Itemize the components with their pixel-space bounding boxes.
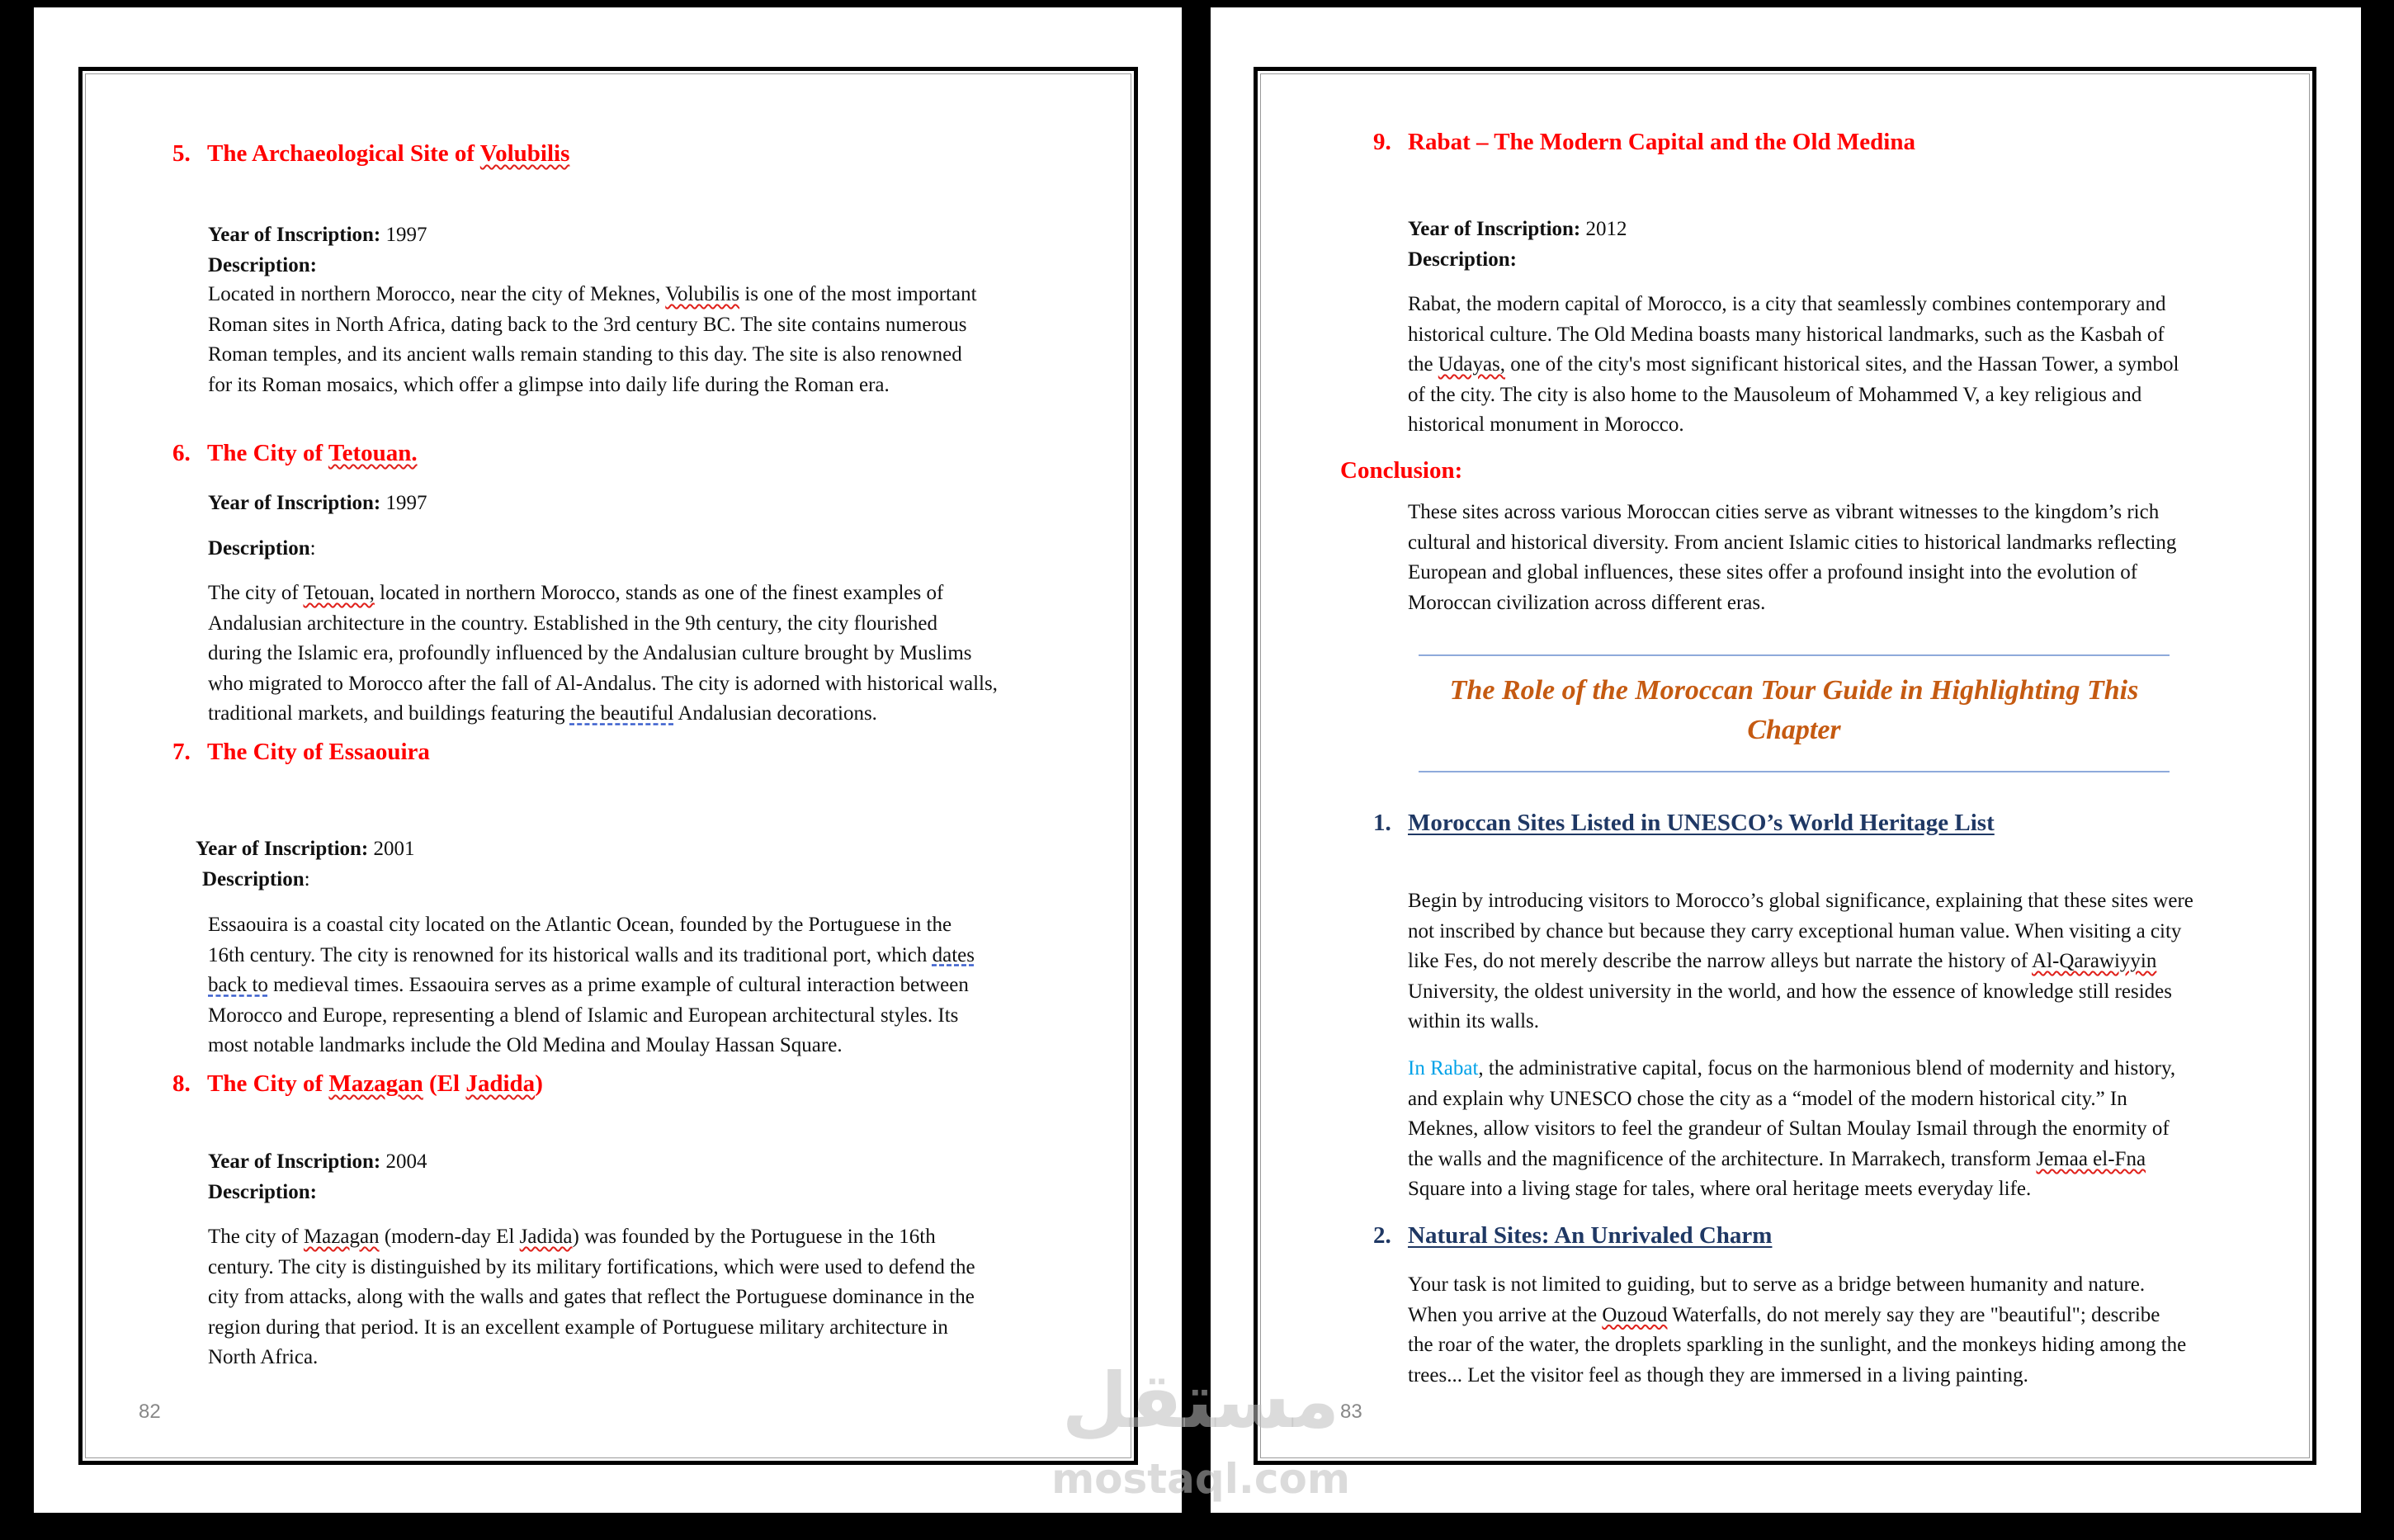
paragraph-rabat: Rabat, the modern capital of Morocco, is a city that seamlessly combines contemporary and historical culture. The Old Medina boasts many historical landmarks, such as the Kasbah of the Udayas, one of the city's most significant historical sites, and the Hassan Tower, a symbol of the city. The city is also home to the Mausoleum of Mohammed V, a key religious and historical monument in Morocco. xyxy=(1408,293,2179,437)
desc-label-volubilis: Description: xyxy=(208,254,317,276)
page-number-right: 83 xyxy=(1340,1401,1362,1423)
heading-volubilis: 5. The Archaeological Site of Volubilis xyxy=(172,140,570,167)
watermark-logo-latin: mostaql.com xyxy=(1051,1455,1350,1503)
watermark-logo-arabic: مستقل xyxy=(1061,1357,1340,1445)
desc-label-rabat: Description: xyxy=(1408,248,1517,271)
in-rabat-link[interactable]: In Rabat xyxy=(1408,1057,1479,1079)
heading-mazagan: 8. The City of Mazagan (El Jadida) xyxy=(172,1070,543,1097)
paragraph-rabat-meknes: In Rabat, the administrative capital, focus on the harmonious blend of modernity and history, and explain why UNESCO chose the city as a “model of the modern historical city.” In Meknes, allow visitors to feel the grandeur of Sultan Moulay Ismail through the enormity of the walls and the magnificence of the architecture. In Marrakech, transform Jemaa el-Fna Square into a living stage for tales, where oral heritage meets everyday life. xyxy=(1408,1057,2176,1201)
desc-label-essaouira: Description: xyxy=(202,868,310,890)
desc-label-mazagan: Description: xyxy=(208,1181,317,1203)
paragraph-fes: Begin by introducing visitors to Morocco’s global significance, explaining that these sites were not inscribed by chance but because they carry exceptional human value. When visiting a city like Fes, do not merely describe the narrow alleys but narrate the history of Al-Qarawiyyin University, the oldest university in the world, and how the essence of knowledge still resides within its walls. xyxy=(1408,890,2193,1033)
paragraph-volubilis: Located in northern Morocco, near the city of Meknes, Volubilis is one of the most important Roman sites in North Africa, dating back to the 3rd century BC. The site contains numerous Roman temples, and its ancient walls remain standing to this day. The site is also renowned for its Roman mosaics, which offer a glimpse into daily life during the Roman era. xyxy=(208,283,977,396)
heading-natural-sites: 2. Natural Sites: An Unrivaled Charm xyxy=(1373,1222,1773,1249)
page-number-left: 82 xyxy=(139,1401,161,1423)
paragraph-mazagan: The city of Mazagan (modern-day El Jadida) was founded by the Portuguese in the 16th century. The city is distinguished by its military fortifications, which were used to defend the city from attacks, along with the walls and gates that reflect the Portuguese dominance in the region during that period. It is an excellent example of Portuguese military architecture in North Africa. xyxy=(208,1226,975,1369)
year-tetouan: Year of Inscription: 1997 xyxy=(208,492,427,514)
heading-tetouan: 6. The City of Tetouan. xyxy=(172,440,418,466)
heading-unesco-sites: 1. Moroccan Sites Listed in UNESCO’s World Heritage List xyxy=(1373,810,1995,836)
chapter-role-title: The Role of the Moroccan Tour Guide in Highlighting This Chapter xyxy=(1449,675,2139,745)
year-mazagan: Year of Inscription: 2004 xyxy=(208,1150,427,1173)
heading-rabat: 9. Rabat – The Modern Capital and the Old Medina xyxy=(1373,129,1915,155)
year-essaouira: Year of Inscription: 2001 xyxy=(196,838,415,860)
paragraph-ouzoud: Your task is not limited to guiding, but to serve as a bridge between humanity and nature. When you arrive at the Ouzoud Waterfalls, do not merely say they are "beautiful"; describe the roar of the water, the droplets sparkling in the sunlight, and the monkeys hiding among the trees... Let the visitor feel as though they are immersed in a living painting. xyxy=(1408,1273,2187,1386)
conclusion-heading: Conclusion: xyxy=(1340,457,1463,484)
paragraph-essaouira: Essaouira is a coastal city located on the Atlantic Ocean, founded by the Portuguese in the 16th century. The city is renowned for its historical walls and its traditional port, which dates back to medieval times. Essaouira serves as a prime example of cultural interaction between Morocco and Europe, representing a blend of Islamic and European architectural styles. Its most notable landmarks include the Old Medina and Moulay Hassan Square. xyxy=(208,914,975,1057)
heading-essaouira: 7. The City of Essaouira xyxy=(172,739,430,765)
title-rule-top xyxy=(1419,654,2170,656)
year-volubilis: Year of Inscription: 1997 xyxy=(208,224,427,246)
title-rule-bottom xyxy=(1419,771,2170,772)
right-page-sheet xyxy=(1211,7,2361,1513)
paragraph-tetouan: The city of Tetouan, located in northern Morocco, stands as one of the finest examples of Andalusian architecture in the country. Established in the 9th century, the city flourished during the Islamic era, profoundly influenced by the Andalusian culture brought by Muslims who migrated to Morocco after the fall of Al-Andalus. The city is adorned with historical walls, traditional markets, and buildings featuring the beautiful Andalusian decorations. xyxy=(208,582,998,725)
conclusion-paragraph: These sites across various Moroccan cities serve as vibrant witnesses to the kingdom’s rich cultural and historical diversity. From ancient Islamic cities to historical landmarks reflecting European and global influences, these sites offer a profound insight into the evolution of Moroccan civilization across different eras. xyxy=(1408,501,2177,614)
year-rabat: Year of Inscription: 2012 xyxy=(1408,218,1627,240)
desc-label-tetouan: Description: xyxy=(208,537,316,560)
left-page-sheet xyxy=(34,7,1182,1513)
